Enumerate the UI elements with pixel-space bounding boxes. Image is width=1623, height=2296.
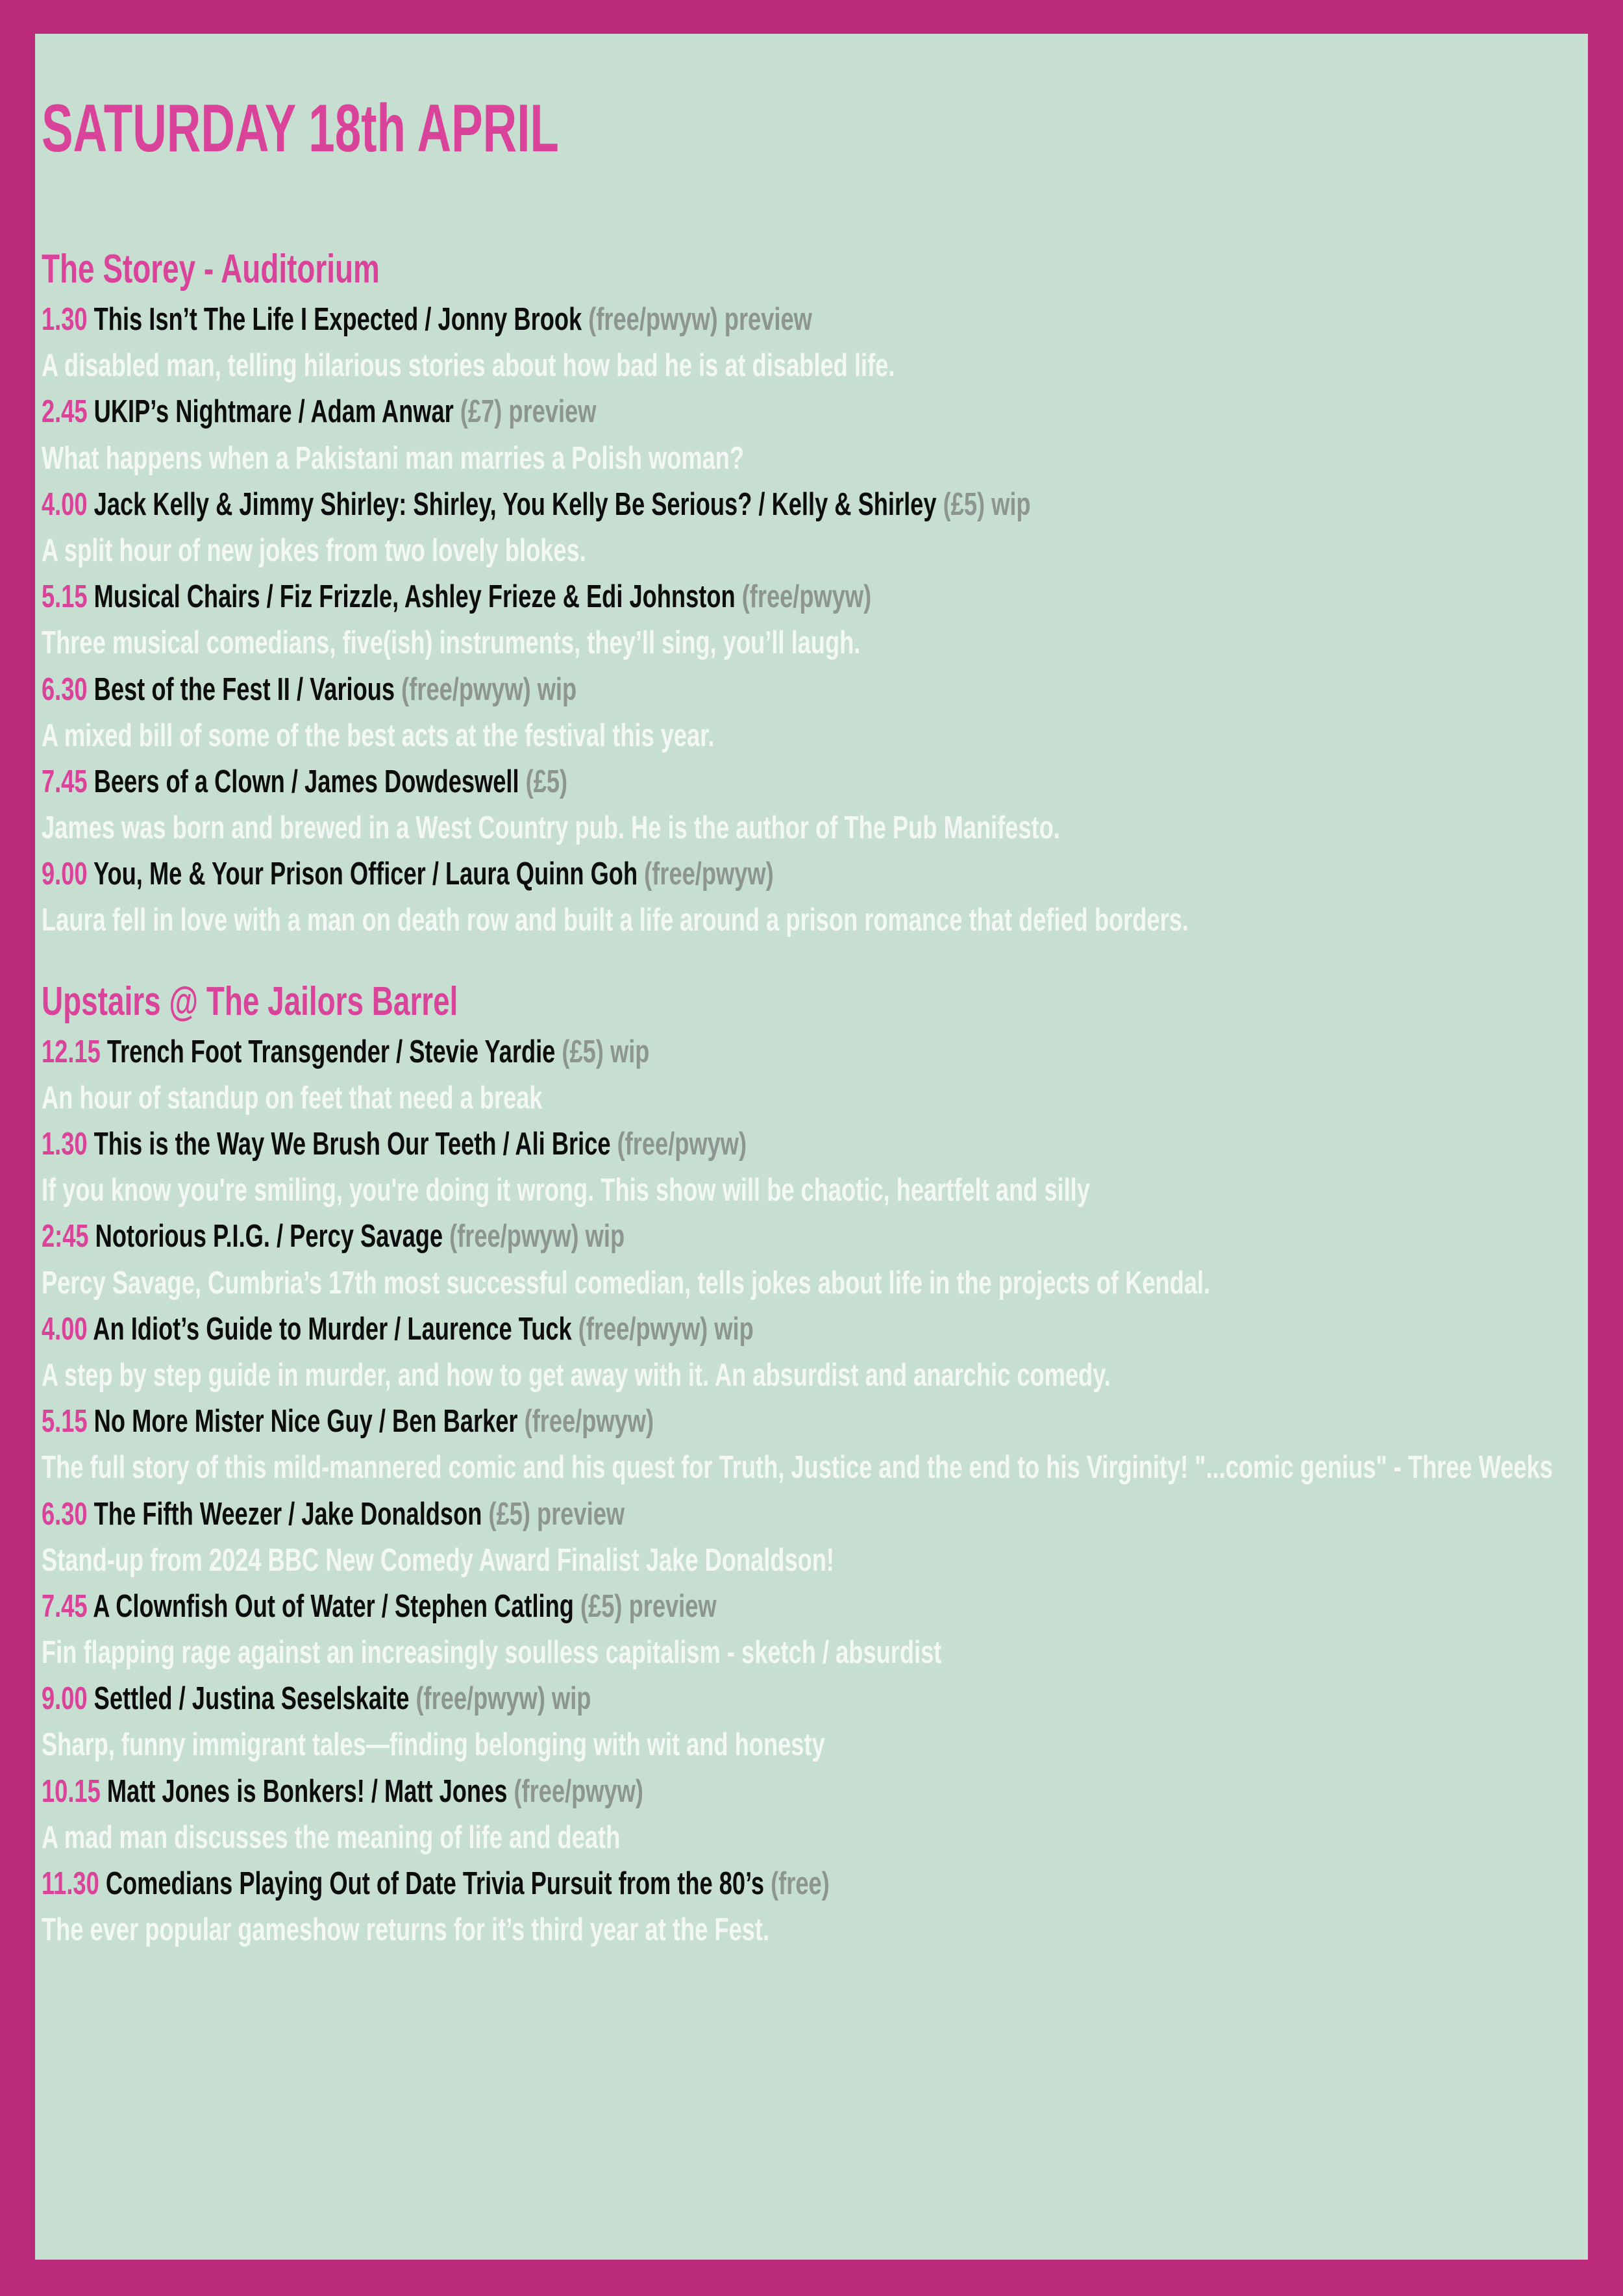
show-time: 1.30: [42, 302, 88, 337]
show-description: A mad man discusses the meaning of life and death: [42, 1819, 621, 1855]
listing-panel: [35, 34, 1588, 2260]
show-description: James was born and brewed in a West Country pub. He is the author of The Pub Manifesto.: [42, 810, 1060, 846]
show-title: Musical Chairs / Fiz Frizzle, Ashley Frieze & Edi Johnston: [93, 579, 736, 615]
show-title: Settled / Justina Seselskaite: [93, 1681, 410, 1717]
show-description: A disabled man, telling hilarious stories about how bad he is at disabled life.: [42, 348, 895, 384]
show-description: Three musical comedians, five(ish) instruments, they’ll sing, you’ll laugh.: [42, 625, 861, 661]
show-title: A Clownfish Out of Water / Stephen Catling: [93, 1588, 574, 1624]
show-time: 12.15: [42, 1034, 101, 1069]
show-line: [42, 759, 1181, 805]
show-title: No More Mister Nice Guy / Ben Barker: [93, 1404, 518, 1440]
show-description: Percy Savage, Cumbria’s 17th most successful comedian, tells jokes about life in the projects of Kendal.: [42, 1265, 1211, 1301]
show-price-status: (£5) preview: [580, 1588, 717, 1624]
show-line: [42, 1214, 1181, 1260]
show-time: 4.00: [42, 486, 88, 522]
show-line: [42, 1491, 1181, 1538]
show-description: Laura fell in love with a man on death row and built a life around a prison romance that defied borders.: [42, 903, 1189, 938]
show-price-status: (free/pwyw) wip: [578, 1311, 754, 1347]
show-description: Fin flapping rage against an increasingly soulless capitalism - sketch / absurdist: [42, 1635, 942, 1671]
show-price-status: (£7) preview: [460, 394, 597, 430]
show-title: Beers of a Clown / James Dowdeswell: [93, 764, 519, 799]
show-line: [42, 851, 1181, 897]
show-price-status: (£5): [525, 764, 568, 799]
show-time: 4.00: [42, 1311, 88, 1347]
show-title: UKIP’s Nightmare / Adam Anwar: [93, 394, 454, 430]
show-time: 1.30: [42, 1127, 88, 1162]
show-line: [42, 297, 1181, 343]
show-time: 5.15: [42, 1404, 88, 1440]
show-title: Notorious P.I.G. / Percy Savage: [95, 1219, 443, 1254]
show-time: 9.00: [42, 856, 88, 892]
show-price-status: (free/pwyw): [644, 856, 774, 892]
show-time: 9.00: [42, 1681, 88, 1717]
show-description: What happens when a Pakistani man marries a Polish woman?: [42, 440, 745, 476]
show-price-status: (free): [771, 1866, 830, 1901]
show-line: [42, 1399, 1181, 1445]
show-line: [42, 1306, 1181, 1353]
page-title: SATURDAY 18th APRIL: [42, 91, 559, 166]
show-price-status: (£5) preview: [488, 1496, 625, 1532]
show-title: Jack Kelly & Jimmy Shirley: Shirley, You Kelly Be Serious? / Kelly & Shirley: [93, 486, 937, 522]
venue-heading: The Storey - Auditorium: [42, 247, 380, 292]
show-line: [42, 482, 1181, 528]
venue-storey-auditorium: [42, 242, 1581, 944]
show-line: [42, 389, 1181, 435]
show-title: You, Me & Your Prison Officer / Laura Quinn Goh: [93, 856, 638, 892]
show-price-status: (free/pwyw) preview: [588, 302, 812, 337]
show-line: [42, 1769, 1181, 1815]
show-time: 2.45: [42, 394, 88, 430]
show-title: This Isn’t The Life I Expected / Jonny Brook: [93, 302, 582, 337]
show-title: Comedians Playing Out of Date Trivia Pursuit from the 80’s: [105, 1866, 764, 1901]
show-line: [42, 1676, 1181, 1722]
show-price-status: (free/pwyw) wip: [401, 671, 577, 707]
show-price-status: (free/pwyw) wip: [415, 1681, 591, 1717]
show-description: Stand-up from 2024 BBC New Comedy Award Finalist Jake Donaldson!: [42, 1542, 834, 1578]
show-price-status: (free/pwyw): [741, 579, 872, 615]
show-time: 6.30: [42, 671, 88, 707]
show-description: A mixed bill of some of the best acts at the festival this year.: [42, 718, 715, 753]
show-title: The Fifth Weezer / Jake Donaldson: [93, 1496, 482, 1532]
show-time: 10.15: [42, 1773, 101, 1809]
show-line: [42, 574, 1181, 620]
listing-content: [42, 91, 1581, 1984]
show-line: [42, 1029, 1181, 1075]
show-description: The full story of this mild-mannered comic and his quest for Truth, Justice and the end to his Virginity! "...comic genius" - Three Weeks: [42, 1450, 1553, 1486]
show-description: The ever popular gameshow returns for it’s third year at the Fest.: [42, 1912, 769, 1948]
show-description: An hour of standup on feet that need a break: [42, 1080, 543, 1116]
show-price-status: (free/pwyw): [524, 1404, 654, 1440]
show-price-status: (£5) wip: [943, 486, 1031, 522]
show-title: An Idiot’s Guide to Murder / Laurence Tuck: [93, 1311, 572, 1347]
show-time: 5.15: [42, 579, 88, 615]
show-title: This is the Way We Brush Our Teeth / Ali Brice: [93, 1127, 611, 1162]
show-time: 11.30: [42, 1866, 99, 1901]
show-title: Trench Foot Transgender / Stevie Yardie: [106, 1034, 556, 1069]
show-line: [42, 1121, 1181, 1167]
show-price-status: (free/pwyw): [617, 1127, 747, 1162]
show-description: If you know you're smiling, you're doing it wrong. This show will be chaotic, heartfelt and silly: [42, 1173, 1090, 1208]
show-line: [42, 667, 1181, 713]
show-time: 6.30: [42, 1496, 88, 1532]
show-price-status: (free/pwyw): [514, 1773, 643, 1809]
show-price-status: (free/pwyw) wip: [449, 1219, 625, 1254]
show-description: A step by step guide in murder, and how to get away with it. An absurdist and anarchic comedy.: [42, 1357, 1111, 1393]
venue-heading: Upstairs @ The Jailors Barrel: [42, 979, 458, 1024]
show-price-status: (£5) wip: [562, 1034, 650, 1069]
show-time: 7.45: [42, 764, 88, 799]
show-description: Sharp, funny immigrant tales—finding belonging with wit and honesty: [42, 1727, 825, 1763]
show-line: [42, 1861, 1181, 1907]
venue-jailors-barrel: [42, 975, 1581, 1954]
show-title: Best of the Fest II / Various: [93, 671, 395, 707]
show-description: A split hour of new jokes from two lovely blokes.: [42, 532, 586, 568]
show-line: [42, 1584, 1181, 1630]
show-title: Matt Jones is Bonkers! / Matt Jones: [106, 1773, 508, 1809]
show-time: 7.45: [42, 1588, 88, 1624]
show-time: 2:45: [42, 1219, 89, 1254]
